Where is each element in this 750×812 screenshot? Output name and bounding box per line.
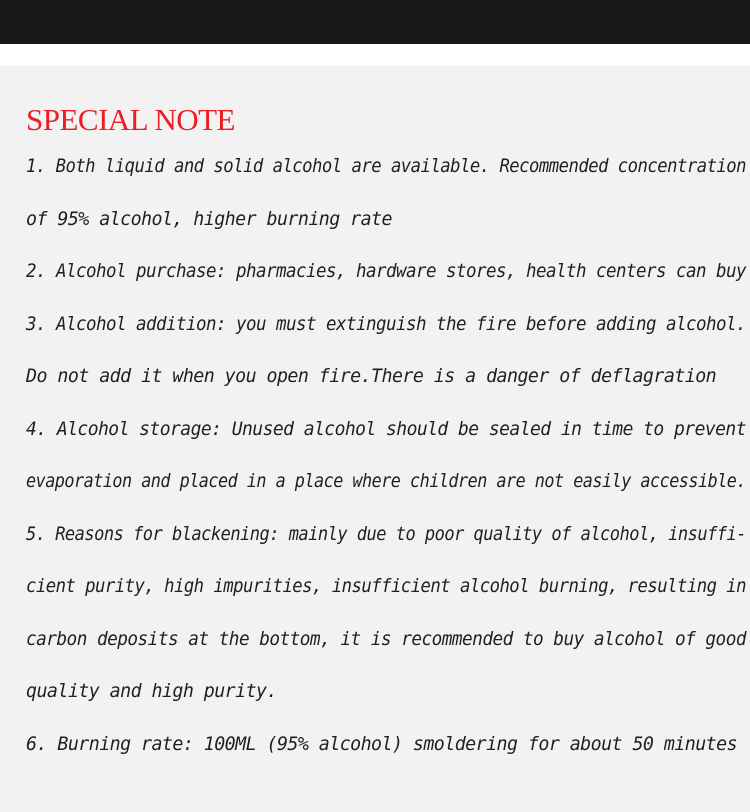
note-line: 2. Alcohol purchase: pharmacies, hardware stores, health centers can buy [26,261,747,282]
note-line: quality and high purity. [26,681,277,702]
top-bar [0,0,750,44]
note-line: evaporation and placed in a place where children are not easily accessible. [26,471,747,492]
note-line: 3. Alcohol addition: you must extinguish the fire before adding alcohol. [26,314,747,335]
note-line: Do not add it when you open fire.There is a danger of deflagration [26,366,717,387]
note-line: carbon deposits at the bottom, it is recommended to buy alcohol of good [26,629,746,650]
note-line: 5. Reasons for blackening: mainly due to poor quality of alcohol, insuffi- [26,524,746,545]
note-line: 6. Burning rate: 100ML (95% alcohol) smoldering for about 50 minutes [26,734,738,755]
special-note-heading: SPECIAL NOTE [26,102,235,137]
note-line: cient purity, high impurities, insufficient alcohol burning, resulting in [26,576,747,597]
note-line: of 95% alcohol, higher burning rate [26,209,392,230]
note-line: 4. Alcohol storage: Unused alcohol should be sealed in time to prevent [26,419,747,440]
note-line: 1. Both liquid and solid alcohol are available. Recommended concentration [26,156,747,177]
